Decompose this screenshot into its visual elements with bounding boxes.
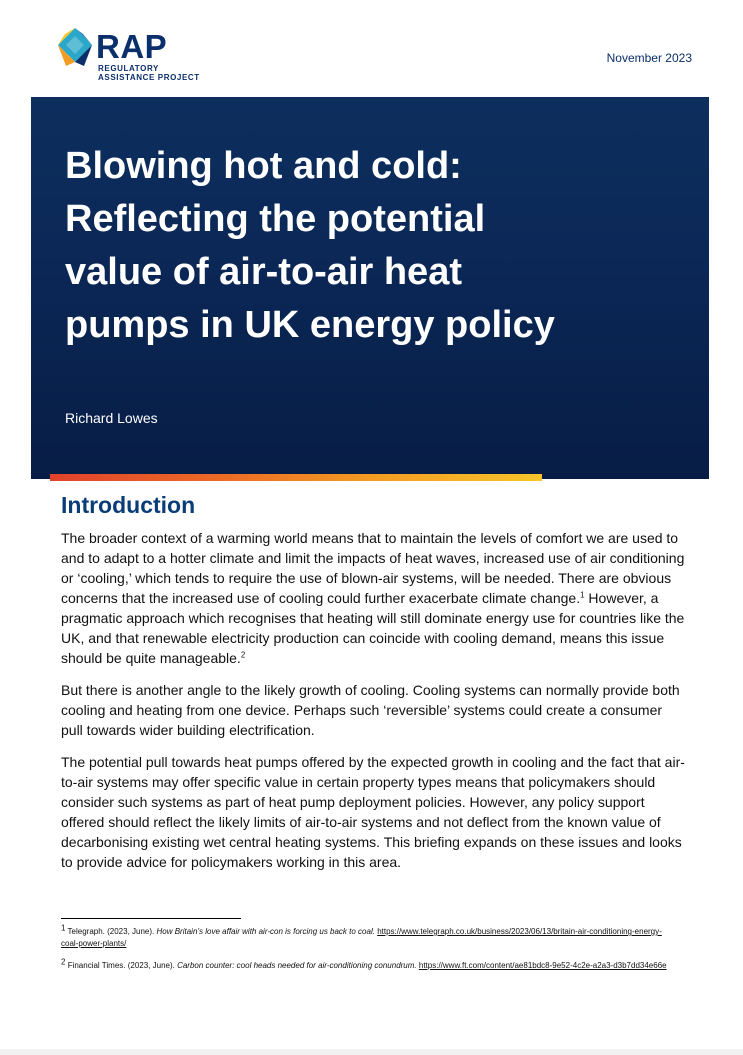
footnote-1 [61, 923, 671, 950]
rap-diamond-icon [56, 26, 94, 72]
accent-gradient-bar [50, 474, 542, 481]
page-bottom-edge [0, 1049, 743, 1055]
footnote-ref-1[interactable]: 1 [580, 590, 585, 600]
title-line: pumps in UK energy policy [65, 304, 555, 346]
footnote-ref-2[interactable]: 2 [240, 650, 246, 660]
footnote-title: How Britain’s love affair with air-con is forcing us back to coal. [156, 927, 375, 936]
footnote-number: 1 [61, 923, 66, 933]
paragraph-text: The broader context of a warming world means that to maintain the levels of comfort we are used to and to adapt to a hotter climate and limit the impacts of heat waves, increased use of air conditioning or ‘cooling,’ which tends to require the use of blown-air systems, will be needed. There are obvious concerns that the increased use of cooling could further exacerbate climate change. [61, 530, 685, 606]
footnote-2 [61, 957, 671, 972]
logo-subtitle-line-2: ASSISTANCE PROJECT [98, 73, 200, 82]
logo-wordmark: RAP [96, 28, 168, 65]
title-line: value of air-to-air heat [65, 251, 462, 293]
introduction-heading: Introduction [61, 492, 196, 518]
rap-logo [56, 26, 216, 86]
paragraph-text: However, a pragmatic approach which recognises that heating will still dominate energy use for countries like the UK, and that renewable electricity production can coincide with cooling demand, means this issue should be quite manageable. [61, 590, 685, 666]
footnote-number: 2 [61, 957, 66, 967]
footnote-source: Financial Times. (2023, June). [67, 961, 178, 970]
intro-paragraph-2: But there is another angle to the likely growth of cooling. Cooling systems can normally provide both cooling and heating from one device. Perhaps such ‘reversible’ systems could create a consumer pull towards wider building electrification. [61, 682, 680, 738]
intro-paragraph-1 [61, 528, 687, 668]
footnote-title: Carbon counter: cool heads needed for air-conditioning conundrum. [177, 961, 417, 970]
logo-subtitle-line-1: REGULATORY [98, 64, 159, 73]
title-banner [31, 97, 709, 479]
footnote-divider [61, 918, 241, 919]
footnote-source: Telegraph. (2023, June). [67, 927, 157, 936]
footnote-link[interactable]: https://www.telegraph.co.uk/business/2023/06/13/britain-air-conditioning-energy-coal-power-plants/ [61, 927, 662, 948]
author-name: Richard Lowes [65, 410, 158, 426]
publication-date: November 2023 [606, 51, 692, 65]
footnote-link[interactable]: https://www.ft.com/content/ae81bdc8-9e52-4c2e-a2a3-d3b7dd34e66e [418, 961, 667, 970]
intro-paragraph-3: The potential pull towards heat pumps offered by the expected growth in cooling and the fact that air-to-air systems may offer specific value in certain property types means that policymakers should consider such systems as part of heat pump deployment policies. However, any policy support offered should reflect the likely limits of air-to-air systems and not deflect from the known value of decarbonising existing wet central heating systems. This briefing expands on these issues and looks to provide advice for policymakers working in this area. [61, 754, 685, 870]
document-title [65, 140, 665, 352]
title-line: Reflecting the potential [65, 198, 486, 240]
title-line: Blowing hot and cold: [65, 145, 462, 187]
